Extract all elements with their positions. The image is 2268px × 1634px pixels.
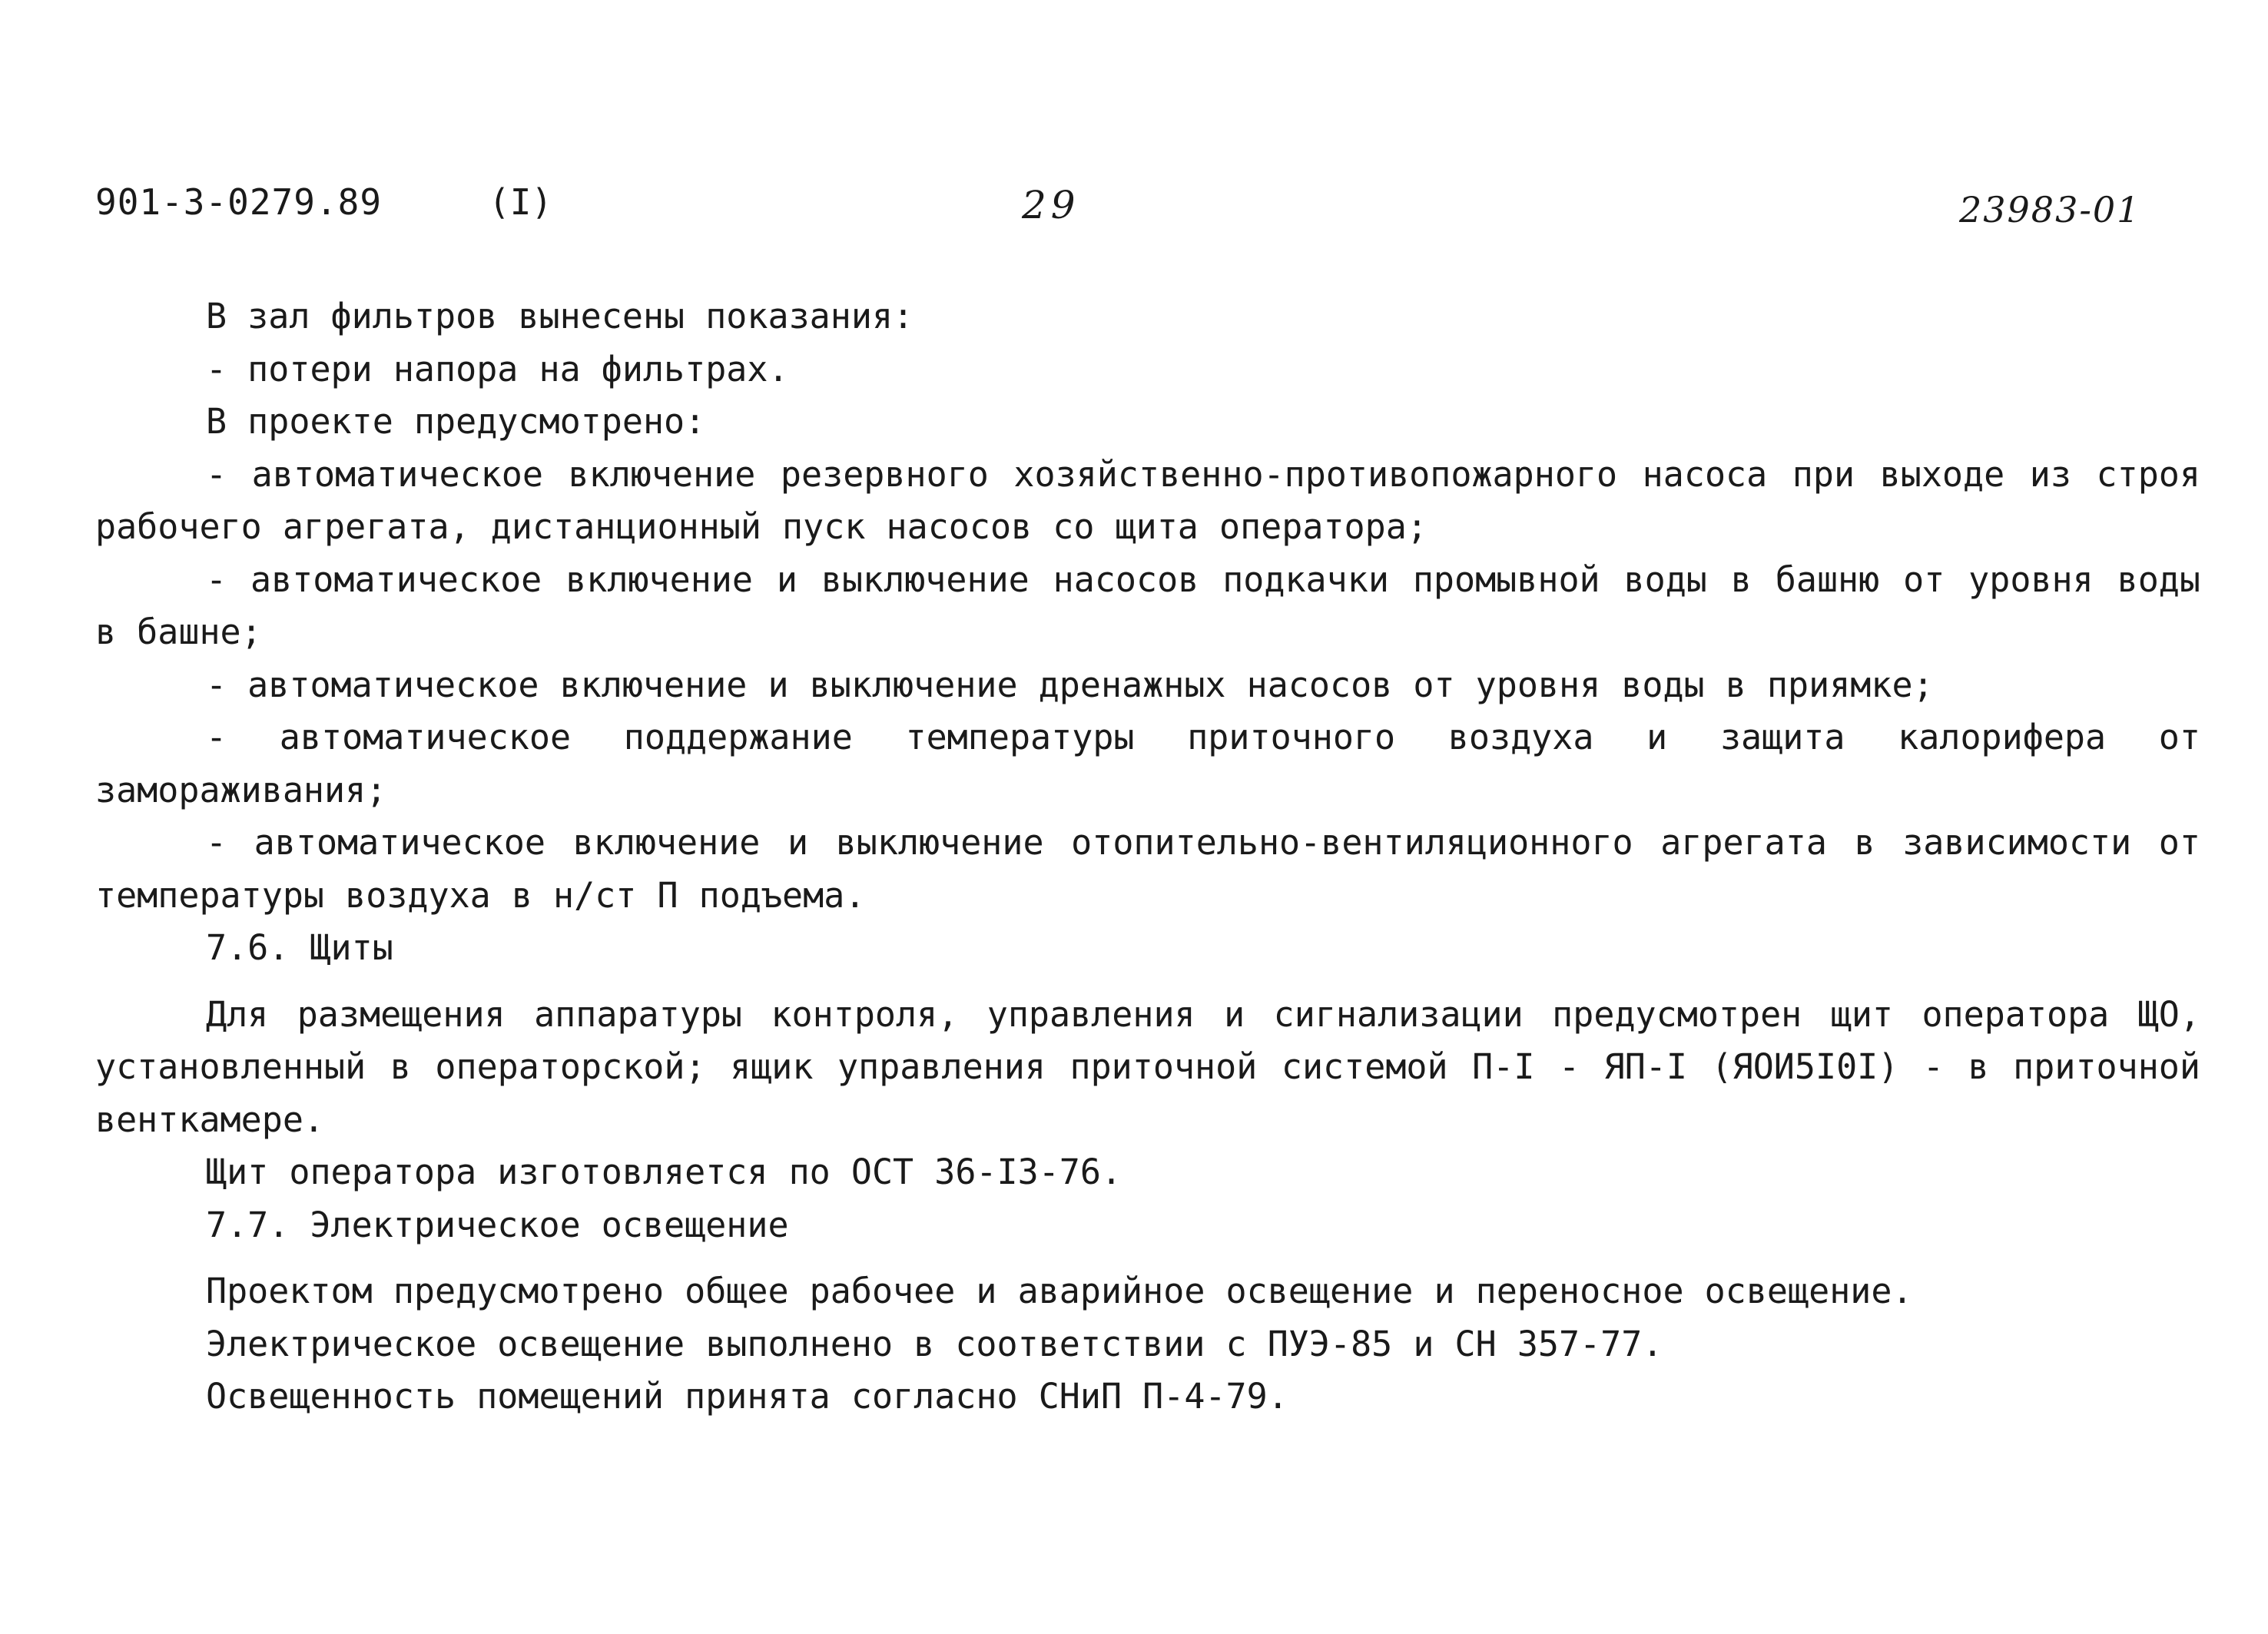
list-item: - автоматическое поддержание температуры приточного воздуха и защита калорифера от замораживания; bbox=[95, 717, 2200, 810]
section-paragraph: Электрическое освещение выполнено в соответствии с ПУЭ-85 и СН 357-77. bbox=[206, 1323, 1663, 1364]
document-code: 901-3-0279.89 bbox=[95, 181, 383, 223]
section-heading-7-7: 7.7. Электрическое освещение bbox=[206, 1204, 789, 1245]
section-paragraph: Проектом предусмотрено общее рабочее и аварийное освещение и переносное освещение. bbox=[206, 1271, 1913, 1311]
provided-title: В проекте предусмотрено: bbox=[206, 401, 706, 442]
section-paragraph: Щит оператора изготовляется по ОСТ 36-I3-76. bbox=[206, 1152, 1122, 1192]
page-header bbox=[0, 181, 2268, 243]
inventory-number: 23983-01 bbox=[1959, 189, 2141, 230]
document-part: (I) bbox=[489, 181, 553, 223]
list-item: - автоматическое включение и выключение насосов подкачки промывной воды в башню от уровня воды в башне; bbox=[95, 558, 2200, 652]
intro-paragraph: В зал фильтров вынесены показания: bbox=[206, 296, 914, 336]
list-item: - автоматическое включение и выключение отопительно-вентиляционного агрегата в зависимости от температуры воздуха в н/ст П подъема. bbox=[95, 822, 2200, 916]
section-paragraph: Освещенность помещений принята согласно СНиП П-4-79. bbox=[206, 1376, 1288, 1417]
page-number: 29 bbox=[1022, 183, 1080, 227]
section-heading-7-6: 7.6. Щиты bbox=[206, 927, 393, 968]
section-paragraph: Для размещения аппаратуры контроля, управления и сигнализации предусмотрен щит оператора ЩО, установленный в операторской; ящик управления приточной системой П-I - ЯП-I (ЯОИ5I0I) - в приточной венткамере. bbox=[95, 993, 2200, 1140]
list-item: - потери напора на фильтрах. bbox=[206, 348, 789, 389]
list-item: - автоматическое включение резервного хозяйственно-противопожарного насоса при выходе из строя рабочего агрегата, дистанционный пуск насосов со щита оператора; bbox=[95, 453, 2200, 547]
document-body bbox=[95, 290, 2200, 1424]
list-item: - автоматическое включение и выключение дренажных насосов от уровня воды в приямке; bbox=[206, 664, 1934, 705]
